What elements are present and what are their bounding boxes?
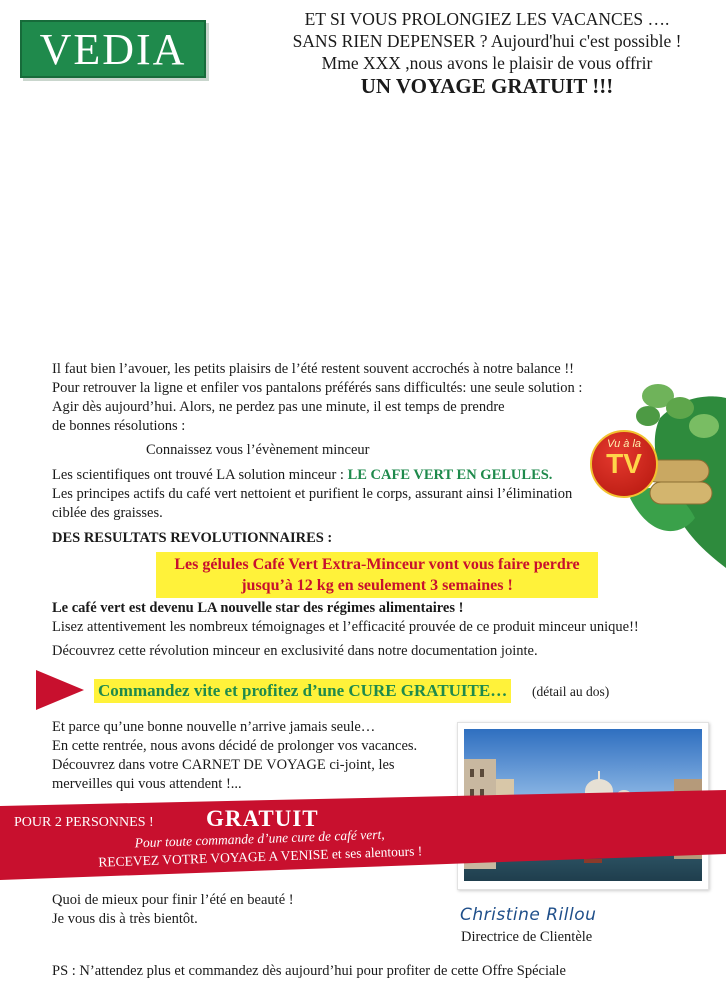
intro-line-4: de bonnes résolutions : (52, 418, 186, 434)
scientists-line-1 (52, 466, 612, 485)
logo-text: VEDIA (39, 24, 187, 74)
banner-line-1: Pour toute commande d’une cure de café vert, (134, 826, 385, 851)
closing-line-1: Quoi de mieux pour finir l’été en beauté ! (52, 892, 294, 908)
intro-line-3: Agir dès aujourd’hui. Alors, ne perdez pas une minute, il est temps de prendre (52, 399, 505, 415)
vedia-logo (20, 20, 206, 78)
scientists-line-2: Les principes actifs du café vert nettoient et purifient le corps, assurant ainsi l’élimination (52, 486, 573, 502)
intro-line-2: Pour retrouver la ligne et enfiler vos pantalons préférés sans difficultés: une seule solution : (52, 380, 583, 396)
closing-paragraph (52, 891, 294, 929)
closing-line-2: Je vous dis à très bientôt. (52, 911, 198, 927)
product-name: LE CAFE VERT EN GELULES. (347, 467, 553, 483)
good-news-line-4: merveilles qui vous attendent !... (52, 776, 242, 792)
tv-badge (590, 430, 658, 498)
banner-persons: POUR 2 PERSONNES ! (14, 815, 154, 830)
banner-free: GRATUIT (206, 806, 319, 831)
results-highlight (156, 552, 598, 598)
header-line-1: ET SI VOUS PROLONGIEZ LES VACANCES …. (304, 9, 670, 29)
discover-line: Découvrez cette révolution minceur en exclusivité dans notre documentation jointe. (52, 643, 538, 659)
signature-name: Christine Rillou (460, 905, 597, 925)
good-news-line-1: Et parce qu’une bonne nouvelle n’arrive jamais seule… (52, 719, 376, 735)
ps-line: PS : N’attendez plus et commandez dès aujourd’hui pour profiter de cette Offre Spéciale (52, 963, 566, 979)
tv-badge-big: TV (606, 448, 642, 479)
header-headline (248, 8, 726, 98)
good-news-paragraph (52, 718, 452, 794)
scientists-lead: Les scientifiques ont trouvé LA solution minceur : (52, 467, 348, 483)
event-line: Connaissez vous l’évènement minceur (146, 442, 370, 458)
highlight-line-2: jusqu’à 12 kg en seulement 3 semaines ! (241, 577, 513, 594)
scientists-paragraph (52, 466, 612, 523)
intro-paragraph (52, 360, 612, 436)
red-arrow-icon (36, 670, 84, 710)
scientists-line-3: ciblée des graisses. (52, 505, 163, 521)
tv-badge-small: Vu à la (606, 438, 642, 450)
header-line-3: Mme XXX ,nous avons le plaisir de vous offrir (321, 53, 653, 73)
results-heading: DES RESULTATS REVOLUTIONNAIRES : (52, 530, 333, 546)
highlight-line-1: Les gélules Café Vert Extra-Minceur vont vous faire perdre (174, 556, 580, 573)
star-paragraph (52, 599, 712, 637)
signature-title: Directrice de Clientèle (461, 929, 593, 945)
cure-detail: (détail au dos) (532, 684, 610, 699)
banner-line-2: RECEVEZ VOTRE VOYAGE A VENISE et ses alentours ! (98, 843, 423, 870)
good-news-line-2: En cette rentrée, nous avons décidé de prolonger vos vacances. (52, 738, 418, 754)
header-line-4: UN VOYAGE GRATUIT !!! (360, 74, 614, 98)
cure-highlight: Commandez vite et profitez d’une CURE GRATUITE… (94, 679, 511, 703)
intro-line-1: Il faut bien l’avouer, les petits plaisirs de l’été restent souvent accrochés à notre balance !! (52, 361, 575, 377)
star-bold-line: Le café vert est devenu LA nouvelle star des régimes alimentaires ! (52, 600, 464, 616)
star-line-2: Lisez attentivement les nombreux témoignages et l’efficacité prouvée de ce produit minceur unique!! (52, 619, 639, 635)
header-line-2: SANS RIEN DEPENSER ? Aujourd'hui c'est possible ! (292, 31, 682, 51)
good-news-line-3: Découvrez dans votre CARNET DE VOYAGE ci-joint, les (52, 757, 395, 773)
